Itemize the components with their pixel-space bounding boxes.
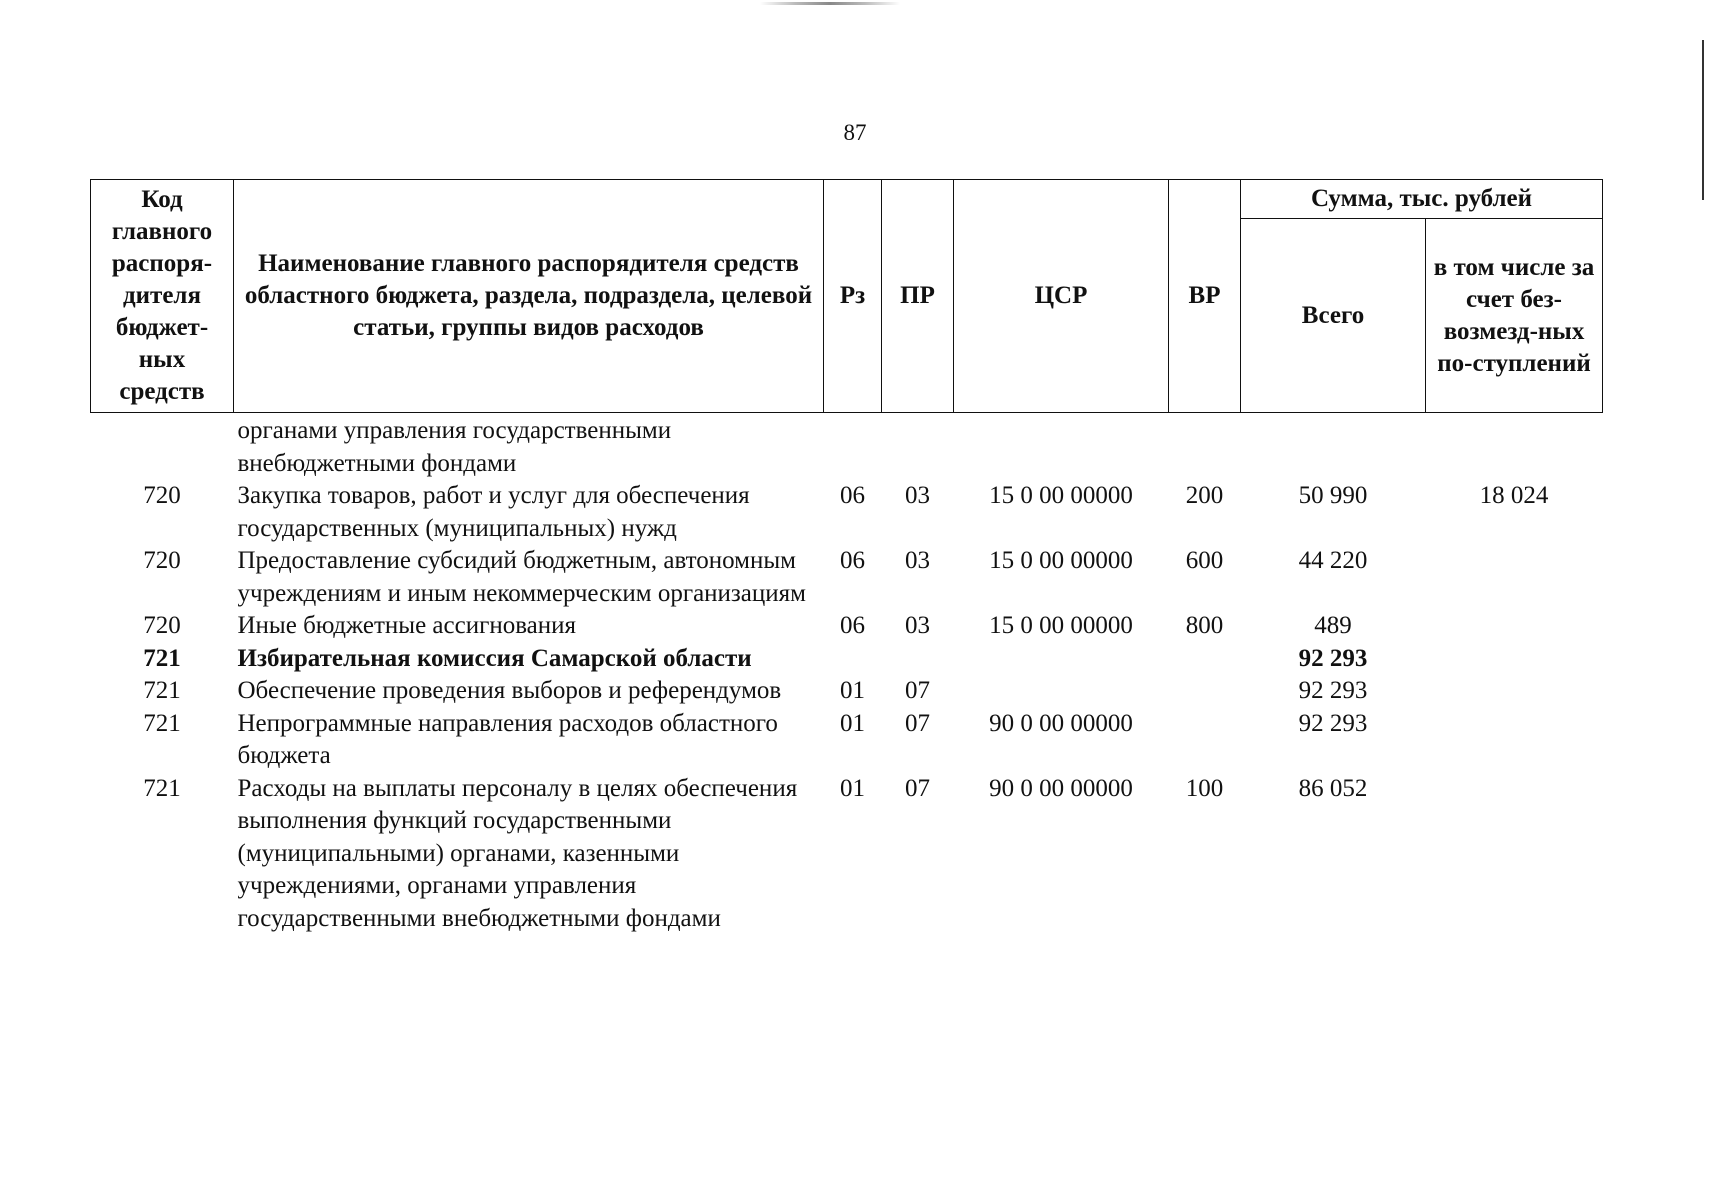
header-rz: Рз [824, 180, 882, 413]
cell-rz: 06 [840, 612, 865, 639]
scan-artifact [760, 2, 900, 5]
cell-vr [1169, 675, 1241, 708]
cell-vr [1169, 708, 1241, 773]
cell-incl [1426, 675, 1603, 708]
header-total: Всего [1241, 219, 1426, 413]
cell-vr [1169, 413, 1241, 481]
cell-pr: 03 [905, 612, 930, 639]
cell-code: 721 [143, 709, 181, 737]
cell-csr: 90 0 00 00000 [989, 774, 1133, 802]
cell-vr: 800 [1185, 612, 1224, 639]
cell-name: Избирательная комиссия Самарской области [237, 644, 752, 672]
cell-code: 721 [143, 677, 181, 704]
cell-code: 720 [143, 612, 181, 639]
cell-csr: 90 0 00 00000 [989, 709, 1133, 737]
cell-csr [954, 643, 1169, 676]
table-row [91, 773, 1603, 936]
header-name: Наименование главного распорядителя средств областного бюджета, раздела, подраздела, целевой статьи, группы видов расходов [234, 180, 824, 413]
cell-name: Закупка товаров, работ и услуг для обеспечения государственных (муниципальных) нужд [237, 482, 750, 542]
cell-vr: 200 [1185, 482, 1224, 509]
cell-csr [954, 413, 1169, 481]
cell-rz [824, 413, 882, 481]
cell-total: 50 990 [1298, 482, 1368, 509]
cell-total [1241, 413, 1426, 481]
cell-code: 720 [143, 482, 181, 509]
cell-name: органами управления государственными внебюджетными фондами [237, 417, 672, 477]
cell-incl [1426, 413, 1603, 481]
cell-name: Непрограммные направления расходов областного бюджета [237, 709, 778, 769]
cell-total: 92 293 [1298, 644, 1368, 672]
cell-total: 92 293 [1298, 709, 1368, 737]
header-sum-group: Сумма, тыс. рублей [1241, 180, 1603, 219]
cell-incl [1426, 773, 1603, 936]
cell-vr: 600 [1185, 547, 1224, 574]
cell-rz: 01 [840, 677, 865, 704]
cell-incl [1426, 545, 1603, 610]
cell-total: 86 052 [1298, 774, 1368, 802]
cell-name: Обеспечение проведения выборов и референдумов [237, 677, 782, 704]
budget-table [90, 179, 1603, 935]
cell-csr: 15 0 00 00000 [989, 482, 1133, 509]
cell-csr [954, 675, 1169, 708]
cell-total: 92 293 [1298, 677, 1368, 704]
table-row [91, 545, 1603, 610]
cell-csr: 15 0 00 00000 [989, 612, 1133, 639]
page-number: 87 [843, 120, 867, 145]
cell-pr: 03 [905, 482, 930, 509]
cell-csr: 15 0 00 00000 [989, 547, 1133, 574]
table-body [91, 413, 1603, 936]
cell-total: 44 220 [1298, 547, 1368, 574]
cell-pr: 03 [905, 547, 930, 574]
cell-code: 720 [143, 547, 181, 574]
table-row [91, 643, 1603, 676]
header-code: Код главного распоря-дителя бюджет-ных средств [91, 180, 234, 413]
cell-total: 489 [1314, 612, 1352, 639]
cell-vr [1169, 643, 1241, 676]
cell-incl [1426, 610, 1603, 643]
cell-name: Расходы на выплаты персоналу в целях обеспечения выполнения функций государственными (муниципальными) органами, казенными учреждениями, органами управления государственными внебюджетными фондами [237, 774, 798, 932]
cell-name: Предоставление субсидий бюджетным, автономным учреждениям и иным некоммерческим организациям [237, 547, 806, 607]
cell-rz: 06 [840, 547, 865, 574]
header-incl: в том числе за счет без-возмезд-ных по-ступлений [1426, 219, 1603, 413]
cell-pr [882, 643, 954, 676]
cell-pr [882, 413, 954, 481]
cell-pr: 07 [905, 774, 930, 802]
cell-pr: 07 [905, 709, 930, 737]
cell-code: 721 [143, 644, 181, 672]
cell-rz [824, 643, 882, 676]
table-row [91, 480, 1603, 545]
cell-rz: 01 [840, 774, 865, 802]
cell-rz: 01 [840, 709, 865, 737]
cell-incl [1426, 708, 1603, 773]
header-csr: ЦСР [954, 180, 1169, 413]
table-row [91, 675, 1603, 708]
cell-name: Иные бюджетные ассигнования [237, 612, 577, 639]
header-vr: ВР [1169, 180, 1241, 413]
table-row [91, 708, 1603, 773]
table-row [91, 413, 1603, 481]
table-row [91, 610, 1603, 643]
header-pr: ПР [882, 180, 954, 413]
cell-vr: 100 [1185, 774, 1224, 802]
cell-incl [1426, 643, 1603, 676]
cell-code [91, 413, 234, 481]
cell-code: 721 [143, 774, 181, 802]
cell-pr: 07 [905, 677, 930, 704]
cell-incl: 18 024 [1479, 482, 1549, 509]
cell-rz: 06 [840, 482, 865, 509]
